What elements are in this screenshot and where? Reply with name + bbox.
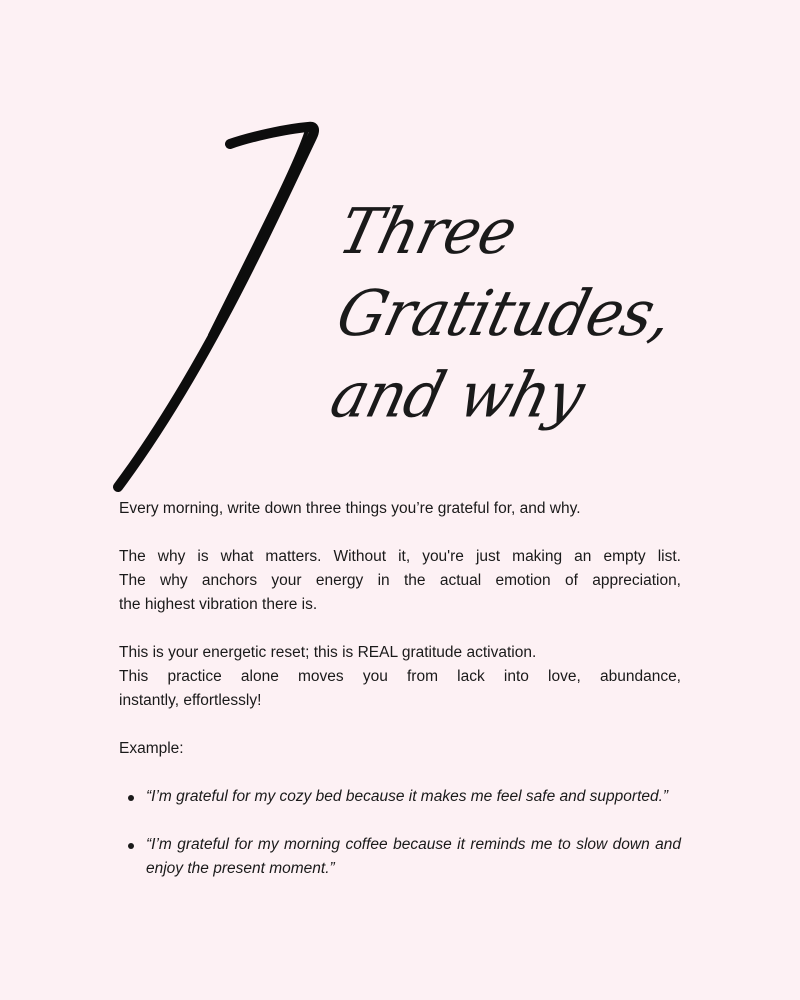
why-line-1: The why is what matters. Without it, you're just making an empty list. [119,548,681,565]
reset-paragraph [119,641,681,713]
title-line-2: Gratitudes, [329,277,680,351]
intro-text: Every morning, write down three things you’re grateful for, and why. [119,500,581,517]
reset-line-2: This practice alone moves you from lack into love, abundance, [119,668,681,685]
section-title [323,195,680,475]
why-paragraph [119,545,681,617]
example-text-2: “I’m grateful for my morning coffee because it reminds me to slow down and enjoy the present moment.” [146,836,681,877]
example-list [119,785,681,881]
why-line-2: The why anchors your energy in the actual emotion of appreciation, [119,572,681,589]
reset-line-1: This is your energetic reset; this is REAL gratitude activation. [119,644,537,661]
title-line-1: Three [331,195,524,269]
bullet-dot-icon [128,843,134,849]
title-line-3: and why [323,359,591,433]
reset-line-3: instantly, effortlessly! [119,692,262,709]
body-content [119,497,681,905]
why-line-3: the highest vibration there is. [119,596,318,613]
big-number-one [100,115,330,505]
example-item-2 [146,833,681,881]
example-item-1 [146,785,681,809]
bullet-dot-icon [128,795,134,801]
example-label: Example: [119,740,184,757]
intro-paragraph [119,497,681,521]
example-text-1: “I’m grateful for my cozy bed because it makes me feel safe and supported.” [146,788,669,805]
